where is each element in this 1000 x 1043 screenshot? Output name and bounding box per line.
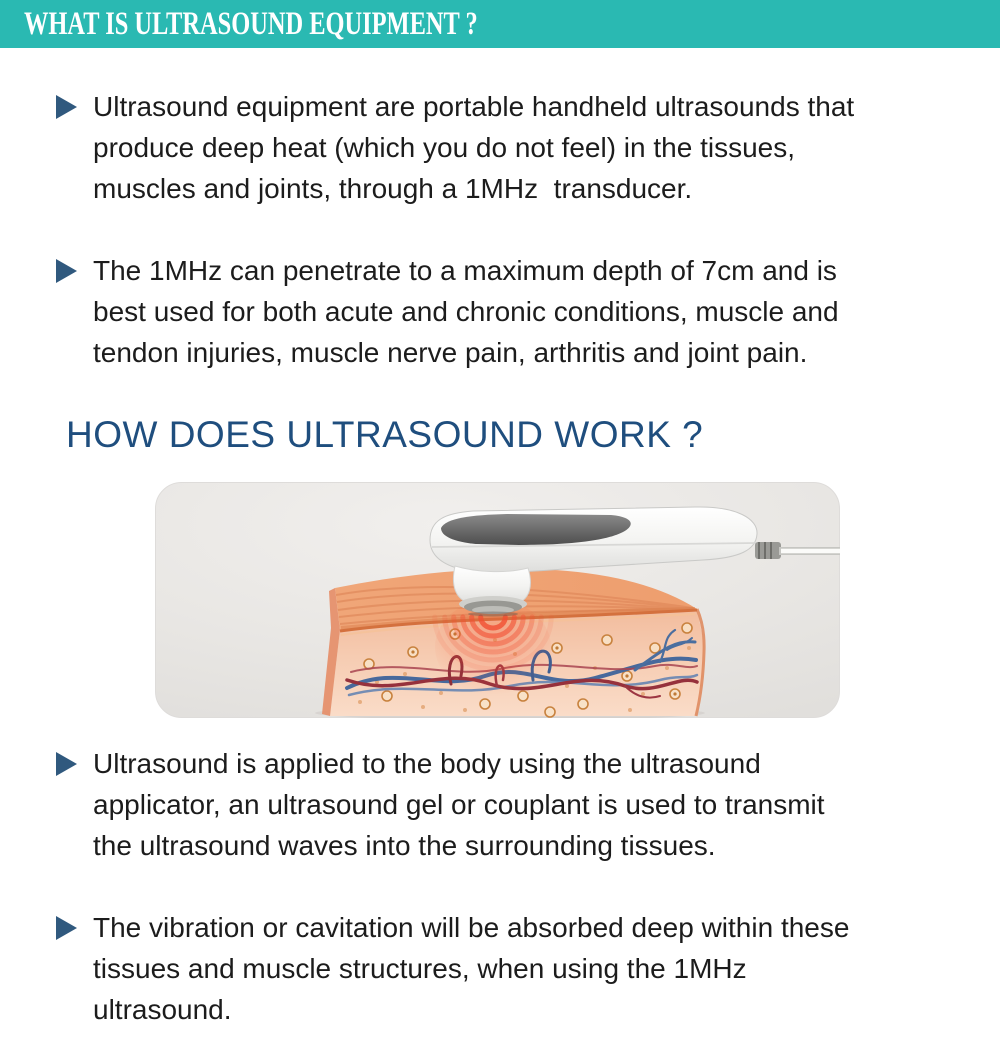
bullet-line: applicator, an ultrasound gel or couplant is used to transmit: [93, 789, 825, 820]
transducer-head: [459, 596, 527, 617]
bullet-line: Ultrasound equipment are portable handheld ultrasounds that: [93, 91, 855, 122]
bullet-item-4: [56, 907, 849, 1030]
bullet-item-1: [56, 86, 854, 209]
section-banner: [0, 0, 1000, 48]
banner-title: WHAT IS ULTRASOUND EQUIPMENT ?: [24, 6, 478, 42]
bullet-text: [93, 907, 849, 1030]
bullet-line: The vibration or cavitation will be absorbed deep within these: [93, 912, 850, 943]
triangle-bullet-icon: [56, 916, 77, 940]
bullet-line: The 1MHz can penetrate to a maximum depth of 7cm and is: [93, 255, 837, 286]
bullet-line: ultrasound.: [93, 994, 232, 1025]
triangle-bullet-icon: [56, 752, 77, 776]
section-heading: HOW DOES ULTRASOUND WORK ?: [66, 414, 704, 455]
bullet-line: muscles and joints, through a 1MHz transducer.: [93, 173, 693, 204]
bullet-line: Ultrasound is applied to the body using the ultrasound: [93, 748, 761, 779]
bullet-text: [93, 86, 854, 209]
bullet-text: [93, 743, 825, 866]
bullet-item-3: [56, 743, 825, 866]
bullet-line: tendon injuries, muscle nerve pain, arthritis and joint pain.: [93, 337, 808, 368]
triangle-bullet-icon: [56, 95, 77, 119]
bullet-line: best used for both acute and chronic conditions, muscle and: [93, 296, 839, 327]
bullet-text: [93, 250, 839, 373]
bullet-line: tissues and muscle structures, when using the 1MHz: [93, 953, 747, 984]
illustration-panel: [155, 482, 840, 718]
ultrasound-illustration: [155, 482, 840, 718]
bullet-line: produce deep heat (which you do not feel) in the tissues,: [93, 132, 795, 163]
bullet-line: the ultrasound waves into the surrounding tissues.: [93, 830, 716, 861]
bullet-item-2: [56, 250, 839, 373]
triangle-bullet-icon: [56, 259, 77, 283]
